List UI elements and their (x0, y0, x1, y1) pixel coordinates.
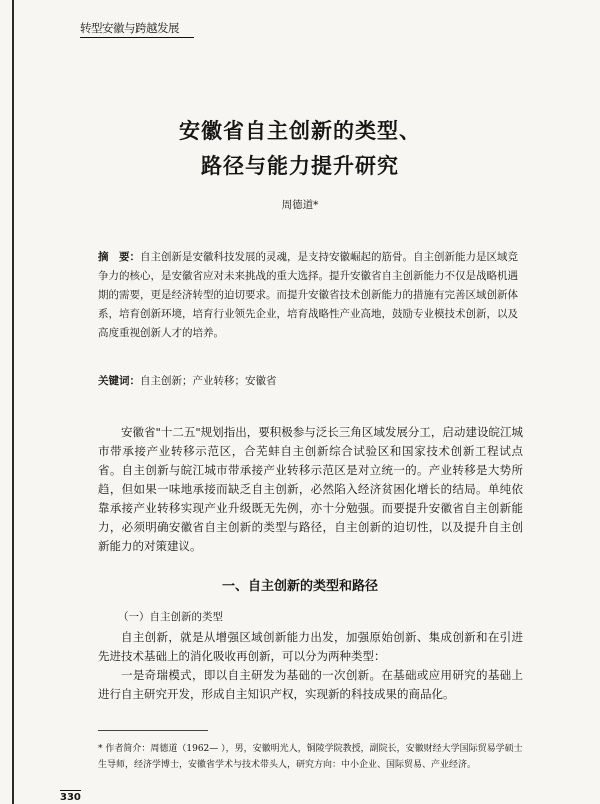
keywords (98, 373, 520, 388)
paper-title-line-1: 安徽省自主创新的类型、 (179, 119, 421, 143)
running-header: 转型安徽与跨越发展 (80, 20, 194, 38)
body-paragraph: 自主创新，就是从增强区域创新能力出发，加强原始创新、集成创新和在引进先进技术基础上的消化吸收再创新，可以分为两种类型： (98, 630, 523, 663)
body-paragraph: 一是奇瑞模式，即以自主研发为基础的一次创新。在基础或应用研究的基础上进行自主研究开发，形成自主知识产权，实现新的科技成果的商品化。 (98, 668, 523, 701)
abstract-label: 摘 要： (98, 251, 140, 263)
paper-title-line-2: 路径与能力提升研究 (201, 154, 399, 178)
keywords-text: 自主创新；产业转移；安徽省 (140, 375, 277, 387)
abstract-text: 自主创新是安徽科技发展的灵魂，是支持安徽崛起的筋骨。自主创新能力是区域竞争力的核心，是安徽省应对未来挑战的重大选择。提升安徽省自主创新能力不仅是战略机遇期的需要，更是经济转型的迫切要求。而提升安徽省技术创新能力的措施有完善区域创新体系，培育创新环境，培育行业领先企业，培育战略性产业高地，鼓励专业模技术创新，以及高度重视创新人才的培养。 (98, 251, 518, 339)
author-name: 周德道* (281, 199, 319, 211)
section-heading: 一、自主创新的类型和路径 (221, 579, 378, 594)
author-footnote: * 作者简介：周德道（1962— ），男，安徽明光人，铜陵学院教授，副院长，安徽财经大学国际贸易学硕士生导师，经济学博士，安徽省学术与技术带头人，研究方向：中小企业、国际贸易、产业经济。 (98, 744, 523, 770)
subsection-heading: （一）自主创新的类型 (118, 611, 223, 623)
intro-paragraph: 安徽省"十二五"规划指出，要积极参与泛长三角区域发展分工，启动建设皖江城市带承接产业转移示范区，合芜蚌自主创新综合试验区和国家技术创新工程试点省。自主创新与皖江城市带承接产业转移示范区是对立统一的。产业转移是大势所趋，但如果一味地承接而缺乏自主创新，必然陷入经济贫困化增长的结局。单纯依靠承接产业转移实现产业升级既无先例，亦十分勉强。而要提升安徽省自主创新能力，必须明确安徽省自主创新的类型与路径，自主创新的迫切性，以及提升自主创新能力的对策建议。 (98, 425, 523, 553)
page-number: 330 (60, 792, 81, 803)
keywords-label: 关键词： (98, 375, 140, 387)
footnote-rule (98, 730, 208, 731)
abstract (98, 248, 520, 343)
